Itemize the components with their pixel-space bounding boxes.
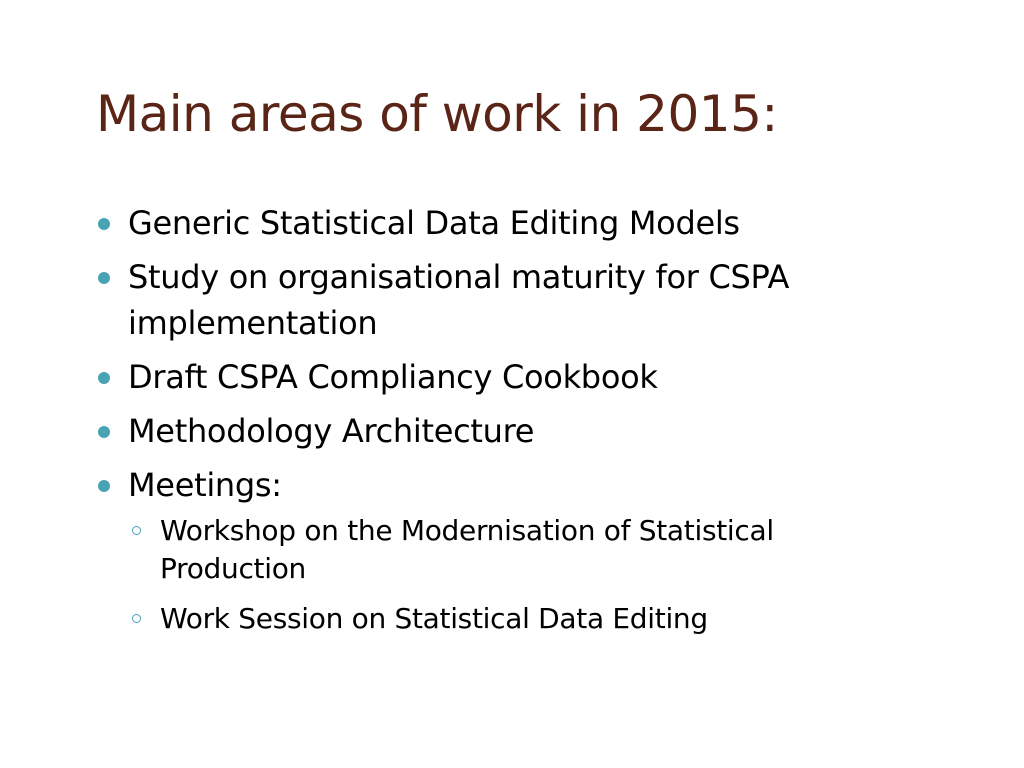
- slide-title: Main areas of work in 2015:: [96, 85, 778, 143]
- bullet-text: Study on organisational maturity for CSPA implementation: [128, 258, 790, 342]
- bullet-icon: [98, 372, 110, 384]
- bullet-item-meetings: [96, 462, 916, 638]
- sub-bullet-icon: [132, 526, 141, 535]
- bullet-text: Generic Statistical Data Editing Models: [128, 204, 740, 242]
- sub-bullet-list: [128, 512, 916, 638]
- sub-bullet-icon: [132, 614, 141, 623]
- bullet-item: [96, 254, 916, 346]
- bullet-icon: [98, 272, 110, 284]
- bullet-item: [96, 354, 916, 400]
- bullet-icon: [98, 480, 110, 492]
- sub-bullet-item: [128, 600, 916, 638]
- bullet-item: [96, 408, 916, 454]
- bullet-text: Methodology Architecture: [128, 412, 535, 450]
- bullet-text: Draft CSPA Compliancy Cookbook: [128, 358, 658, 396]
- bullet-icon: [98, 426, 110, 438]
- bullet-item: [96, 200, 916, 246]
- bullet-list: [96, 200, 916, 650]
- sub-bullet-item: [128, 512, 916, 588]
- sub-bullet-text: Workshop on the Modernisation of Statistical Production: [160, 514, 774, 585]
- bullet-text: Meetings:: [128, 466, 282, 504]
- sub-bullet-text: Work Session on Statistical Data Editing: [160, 602, 708, 635]
- bullet-icon: [98, 218, 110, 230]
